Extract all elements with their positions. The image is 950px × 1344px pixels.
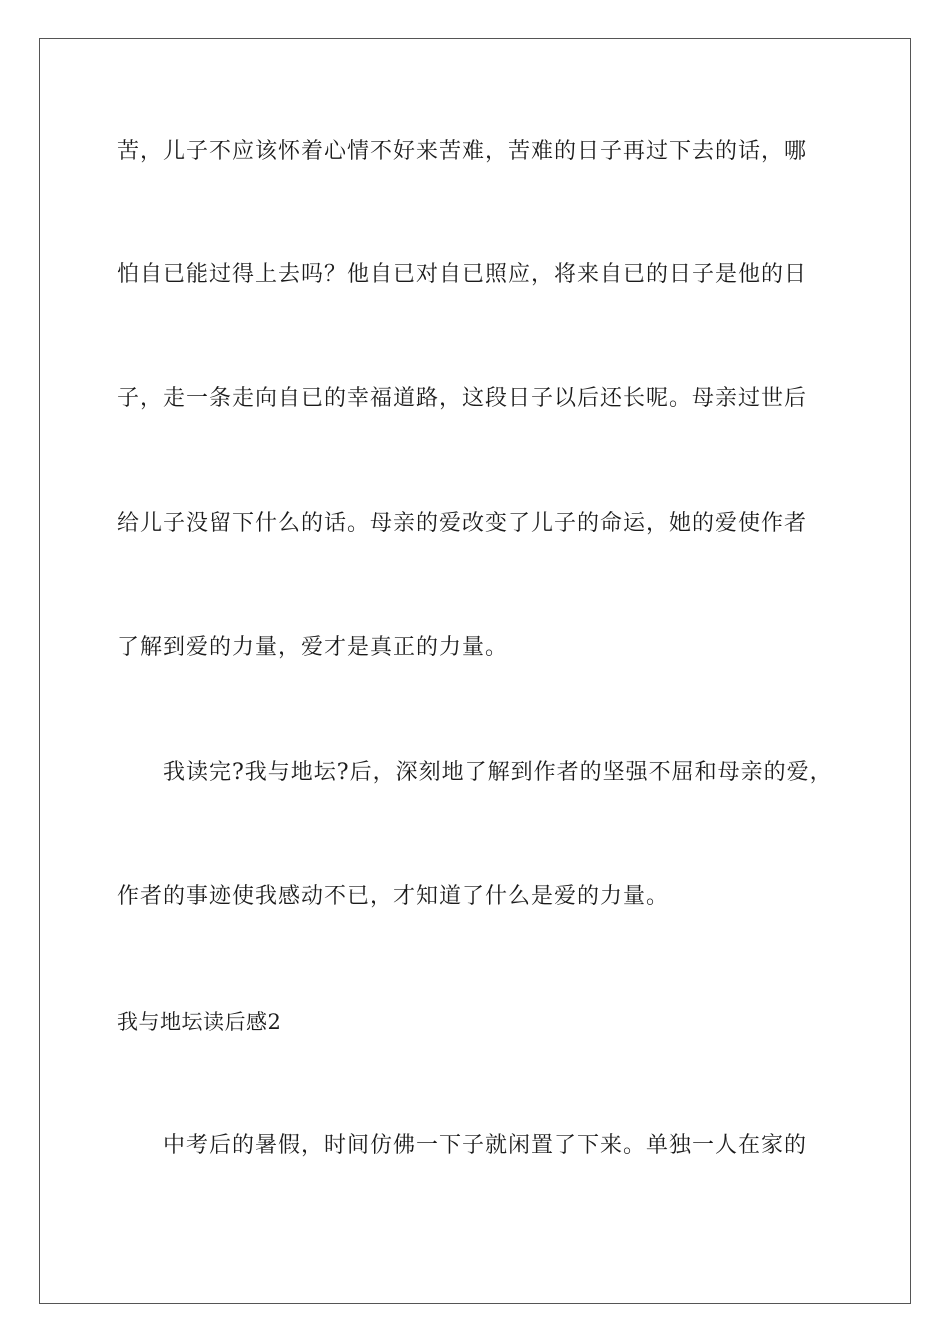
body-text-line: 作者的事迹使我感动不已，才知道了什么是爱的力量。 bbox=[117, 884, 670, 909]
body-text-line: 子，走一条走向自已的幸福道路，这段日子以后还长呢。母亲过世后 bbox=[117, 386, 808, 411]
body-text-line: 怕自已能过得上去吗？他自已对自已照应，将来自已的日子是他的日 bbox=[117, 262, 808, 287]
body-text-line: 了解到爱的力量，爱才是真正的力量。 bbox=[117, 635, 509, 660]
section-heading: 我与地坛读后感2 bbox=[117, 1010, 282, 1034]
body-text-line: 苦，儿子不应该怀着心情不好来苦难，苦难的日子再过下去的话，哪 bbox=[117, 139, 808, 164]
body-text-line: 给儿子没留下什么的话。母亲的爱改变了儿子的命运，她的爱使作者 bbox=[117, 511, 808, 536]
paragraph-first-line: 中考后的暑假，时间仿佛一下子就闲置了下来。单独一人在家的 bbox=[163, 1133, 808, 1158]
paragraph-first-line: 我读完?我与地坛?后，深刻地了解到作者的坚强不屈和母亲的爱， bbox=[163, 760, 833, 785]
page-border bbox=[39, 38, 911, 1304]
